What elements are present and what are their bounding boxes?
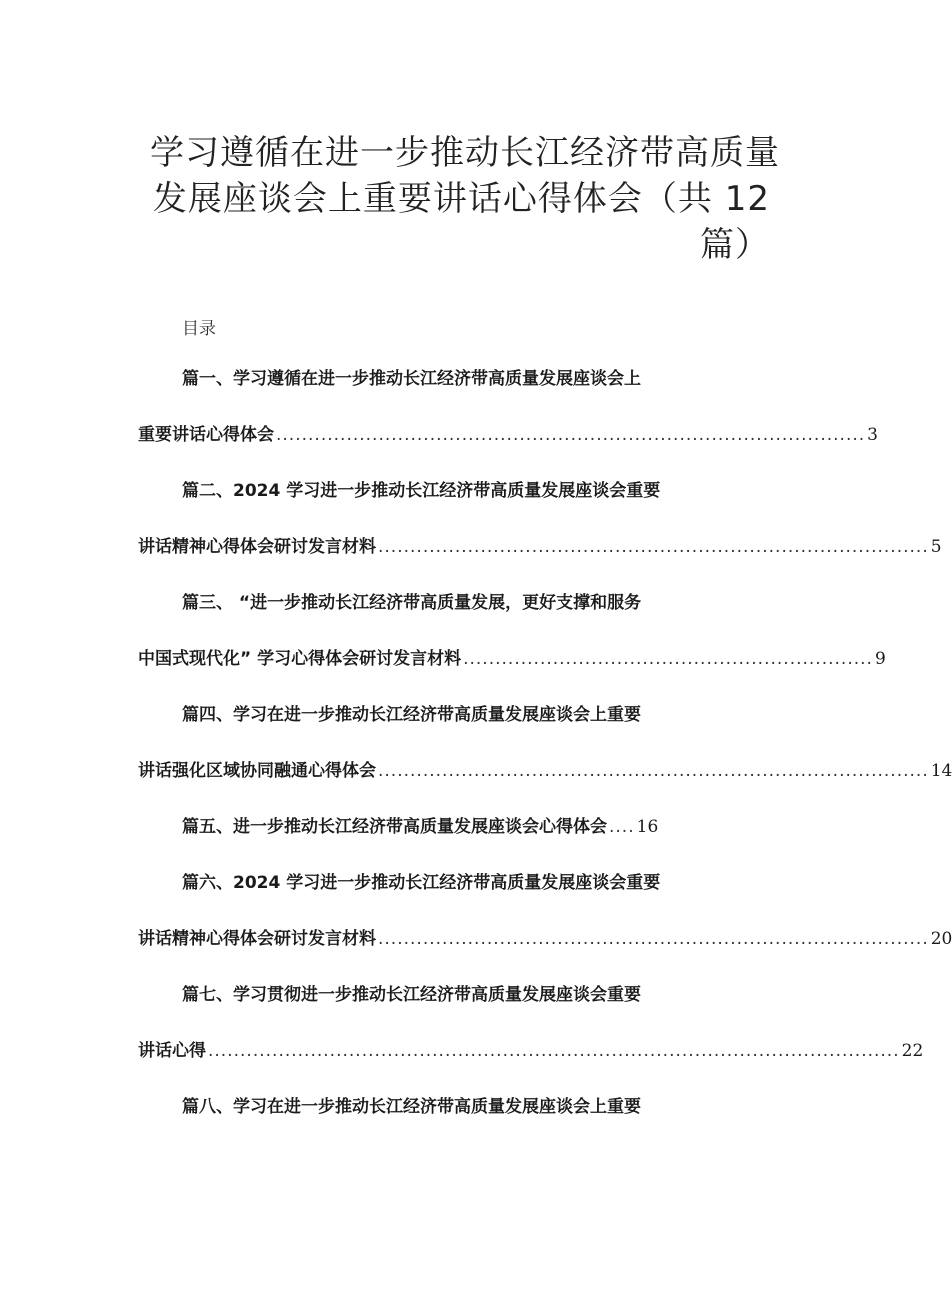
title-line-2: 发展座谈会上重要讲话心得体会（共 12 bbox=[152, 179, 770, 219]
toc-page-number: 20 bbox=[930, 929, 952, 949]
toc-leader-dots: ...................................................................................... bbox=[378, 761, 929, 781]
toc-entry-6-continuation[interactable] bbox=[138, 928, 952, 950]
toc-page-number: 22 bbox=[901, 1041, 924, 1061]
document-title bbox=[150, 130, 780, 268]
toc-entry-2-first-line[interactable]: 篇二、2024 学习进一步推动长江经济带高质量发展座谈会重要 bbox=[182, 481, 661, 501]
toc-entry-5[interactable] bbox=[182, 816, 658, 838]
toc-page-number: 3 bbox=[867, 425, 878, 445]
toc-entry-text: 篇五、进一步推动长江经济带高质量发展座谈会心得体会 bbox=[182, 817, 607, 837]
toc-leader-dots: .... bbox=[609, 817, 635, 837]
toc-entry-2-continuation[interactable] bbox=[138, 536, 942, 558]
toc-entry-8-first-line[interactable]: 篇八、学习在进一步推动长江经济带高质量发展座谈会上重要 bbox=[182, 1097, 641, 1117]
toc-leader-dots: ...................................................................................... bbox=[378, 537, 929, 557]
toc-entry-7-continuation[interactable] bbox=[138, 1040, 924, 1062]
title-line-1: 学习遵循在进一步推动长江经济带高质量 bbox=[150, 133, 780, 173]
toc-page-number: 16 bbox=[636, 817, 659, 837]
toc-leader-dots: ...................................................................................... bbox=[378, 929, 929, 949]
toc-entry-text: 讲话精神心得体会研讨发言材料 bbox=[138, 537, 376, 557]
toc-page-number: 9 bbox=[874, 649, 886, 669]
toc-page-number: 14 bbox=[930, 761, 952, 781]
toc-heading: 目录 bbox=[182, 319, 216, 339]
toc-entry-3-continuation[interactable] bbox=[138, 648, 886, 670]
toc-entry-4-first-line[interactable]: 篇四、学习在进一步推动长江经济带高质量发展座谈会上重要 bbox=[182, 705, 641, 725]
toc-entry-6-first-line[interactable]: 篇六、2024 学习进一步推动长江经济带高质量发展座谈会重要 bbox=[182, 873, 661, 893]
toc-entry-7-first-line[interactable]: 篇七、学习贯彻进一步推动长江经济带高质量发展座谈会重要 bbox=[182, 985, 641, 1005]
toc-entry-text: 中国式现代化” 学习心得体会研讨发言材料 bbox=[138, 649, 462, 669]
toc-leader-dots: ............................................................................................................ bbox=[208, 1041, 900, 1061]
toc-page-number: 5 bbox=[930, 537, 942, 557]
toc-entry-1-first-line[interactable]: 篇一、学习遵循在进一步推动长江经济带高质量发展座谈会上 bbox=[182, 369, 641, 389]
toc-entry-4-continuation[interactable] bbox=[138, 760, 952, 782]
toc-entry-1-continuation[interactable] bbox=[138, 424, 878, 446]
toc-entry-3-first-line[interactable]: 篇三、 “进一步推动长江经济带高质量发展，更好支撑和服务 bbox=[182, 593, 642, 613]
title-line-3: 篇） bbox=[700, 225, 770, 265]
toc-entry-text: 重要讲话心得体会 bbox=[138, 425, 274, 445]
toc-entry-text: 讲话强化区域协同融通心得体会 bbox=[138, 761, 376, 781]
toc-entry-text: 讲话心得 bbox=[138, 1041, 206, 1061]
toc-leader-dots: ................................................................ bbox=[463, 649, 873, 669]
toc-leader-dots: ............................................................................................ bbox=[276, 425, 866, 445]
toc-entry-text: 讲话精神心得体会研讨发言材料 bbox=[138, 929, 376, 949]
